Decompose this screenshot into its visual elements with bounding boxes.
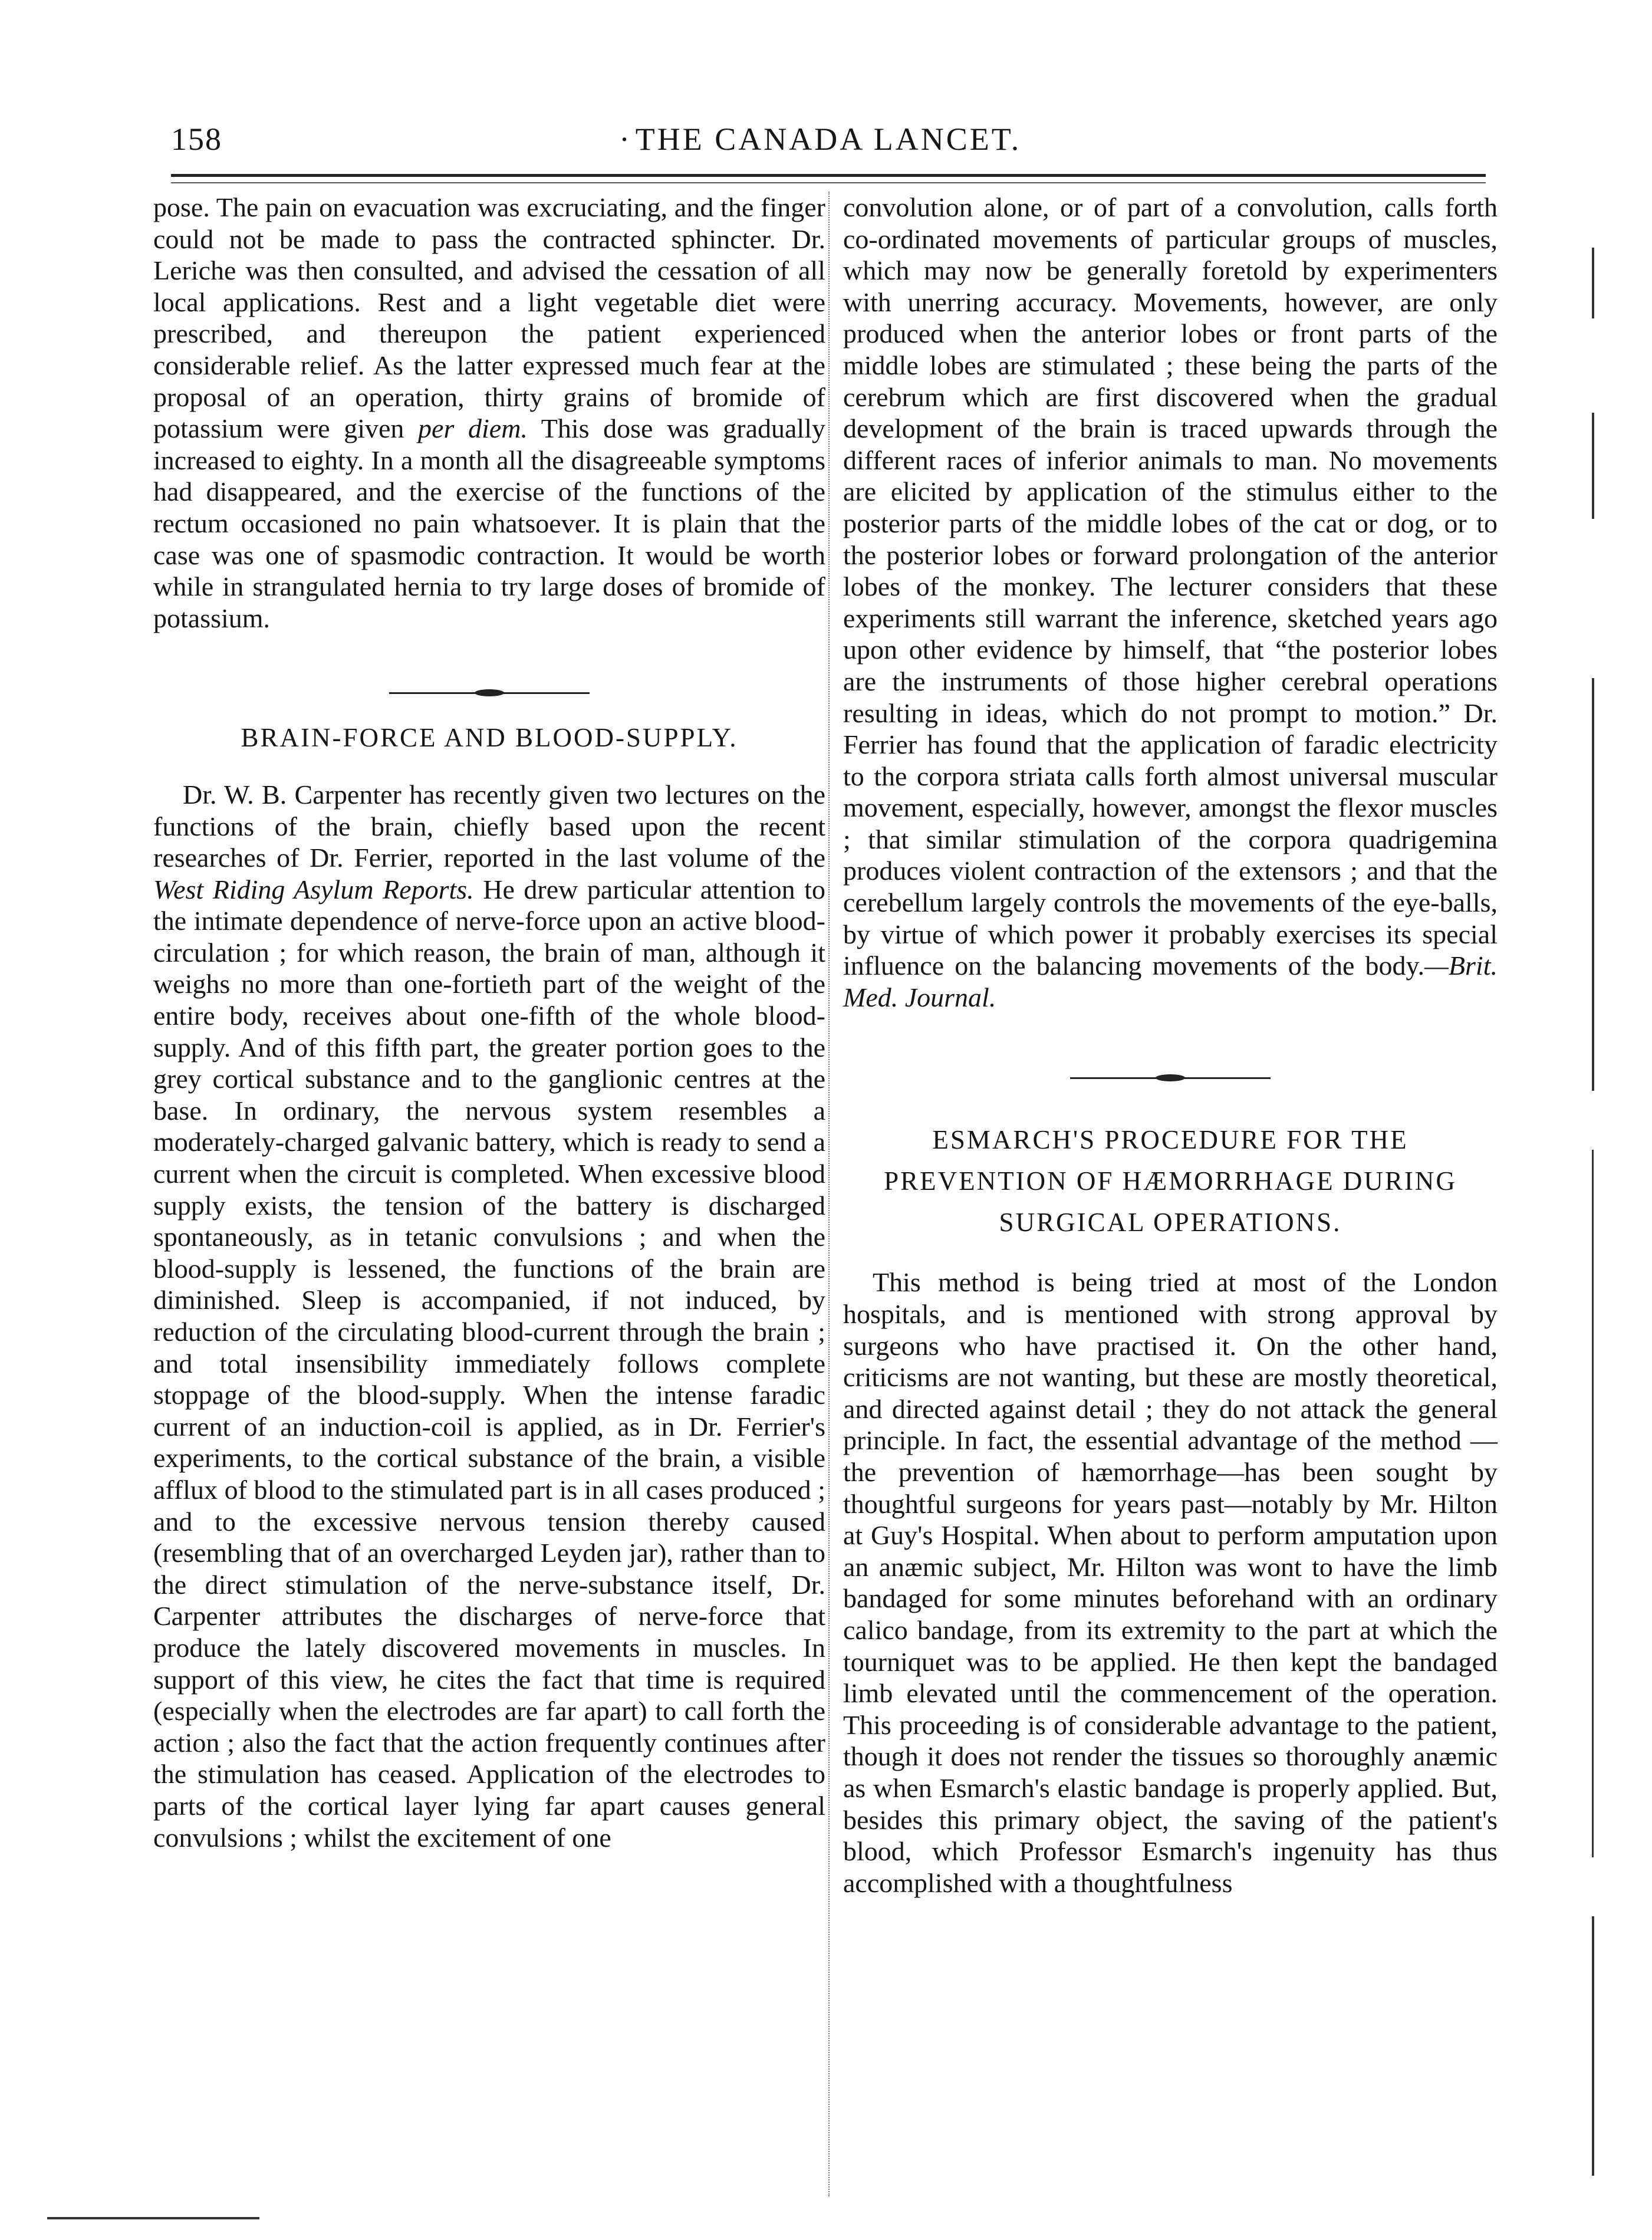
header-separator: · (619, 121, 631, 157)
italic-phrase: per diem. (418, 413, 528, 444)
column-separator (828, 192, 830, 2196)
section-divider (153, 669, 825, 699)
margin-mark (1592, 248, 1594, 318)
paragraph-text: pose. The pain on evacuation was excruciating, and the finger could not be made to pass the contracted sphincter. Dr. Leriche was then consulted, and advised the cessation of all local applications. Rest and a light vegetable diet were prescribed, and thereupon the patient experienced considerable relief. As the latter expressed much fear at the proposal of an operation, thirty grains of bromide of potassium were given (153, 192, 825, 444)
article-paragraph (153, 779, 825, 1853)
margin-mark (1592, 678, 1594, 1091)
left-column (153, 192, 825, 1853)
paragraph-text: Dr. W. B. Carpenter has recently given two lectures on the functions of the brain, chiefly based upon the recent researches of Dr. Ferrier, reported in the last volume of the (153, 779, 825, 873)
italic-title: West Riding Asylum Reports. (153, 874, 474, 904)
continued-paragraph (843, 192, 1498, 1013)
continued-paragraph (153, 192, 825, 634)
article-heading: BRAIN-FORCE AND BLOOD-SUPPLY. (241, 723, 738, 753)
paragraph-text-end: He drew particular attention to the intimate dependence of nerve-force upon an active blood-circulation ; for which reason, the brain of man, although it weighs no more than one-fortieth part of the weight of the entire body, receives about one-fifth of the whole blood-supply. And of this fifth part, the greater portion goes to the grey cortical substance and to the ganglionic centres at the base. In ordinary, the nervous system resembles a moderately-charged galvanic battery, which is ready to send a current when the circuit is completed. When excessive blood supply exists, the tension of the battery is discharged spontaneously, as in tetanic convulsions ; and when the blood-supply is lessened, the functions of the brain are diminished. Sleep is accompanied, if not induced, by reduction of the circulating blood-current through the brain ; and total insensibility immediately follows complete stoppage of the blood-supply. When the intense faradic current of an induction-coil is applied, as in Dr. Ferrier's experiments, to the cortical substance of the brain, a visible afflux of blood to the stimulated part is in all cases produced ; and to the excessive nervous tension thereby caused (resembling that of an overcharged Leyden jar), rather than to the direct stimulation of the nerve-substance itself, Dr. Carpenter attributes the discharges of nerve-force that produce the lately discovered movements in muscles. In support of this view, he cites the fact that time is required (especially when the electrodes are far apart) to call forth the action ; also the fact that the action frequently continues after the stimulation has ceased. Application of the electrodes to parts of the cortical layer lying far apart causes general convulsions ; whilst the excitement of one (153, 874, 825, 1853)
page-number: 158 (171, 121, 222, 157)
header-rule (171, 174, 1486, 183)
journal-title: THE CANADA LANCET. (635, 121, 1022, 157)
source-citation: —Brit. Med. Journal. (843, 950, 1498, 1012)
paragraph-text: convolution alone, or of part of a convolution, calls forth co-ordinated movements of particular groups of muscles, which may now be generally foretold by experimenters with unerring accuracy. Movements, however, are only produced when the anterior lobes or front parts of the middle lobes are stimulated ; these being the parts of the cerebrum which are first discovered when the gradual development of the brain is traced upwards through the different races of inferior animals to man. No movements are elicited by application of the stimulus either to the posterior parts of the middle lobes of the cat or dog, or to the posterior lobes or forward prolongation of the anterior lobes of the monkey. The lecturer considers that these experiments still warrant the inference, sketched years ago upon other evidence by himself, that “the posterior lobes are the instruments of those higher cerebral operations resulting in ideas, which do not prompt to motion.” Dr. Ferrier has found that the application of faradic electricity to the corpora striata calls forth almost universal muscular movement, especially, however, amongst the flexor muscles ; that similar stimulation of the corpora quadrigemina produces violent contraction of the extensors ; and that the cerebellum largely controls the movements of the eye-balls, by virtue of which power it probably exercises its special influence on the balancing movements of the body. (843, 192, 1498, 981)
bottom-rule (47, 2217, 259, 2219)
right-column (843, 192, 1498, 1899)
margin-mark (1592, 413, 1594, 519)
section-divider (843, 1054, 1498, 1084)
article-paragraph: This method is being tried at most of the London hospitals, and is mentioned with strong approval by surgeons who have practised it. On the other hand, criticisms are not wanting, but these are mostly theoretical, and directed against detail ; they do not attack the general principle. In fact, the essential advantage of the method —the prevention of hæmorrhage—has been sought by thoughtful surgeons for years past—notably by Mr. Hilton at Guy's Hospital. When about to perform amputation upon an anæmic subject, Mr. Hilton was wont to have the limb bandaged for some minutes beforehand with an ordinary calico bandage, from its extremity to the part at which the tourniquet was to be applied. He then kept the bandaged limb elevated until the commencement of the operation. This proceeding is of considerable advantage to the patient, though it does not render the tissues so thoroughly anæmic as when Esmarch's elastic bandage is properly applied. But, besides this primary object, the saving of the patient's blood, which Professor Esmarch's ingenuity has thus accomplished with a thoughtfulness (843, 1267, 1498, 1898)
margin-mark (1592, 1916, 1594, 2176)
running-header (171, 121, 1486, 168)
margin-mark (1592, 1150, 1594, 1857)
article-heading: ESMARCH'S PROCEDURE FOR THE PREVENTION OF HÆMORRHAGE DURING SURGICAL OPERATIONS. (884, 1125, 1457, 1238)
paragraph-text-end: This dose was gradually increased to eighty. In a month all the disagreeable symptoms had disappeared, and the exercise of the functions of the rectum occasioned no pain whatsoever. It is plain that the case was one of spasmodic contraction. It would be worth while in strangulated hernia to try large doses of bromide of potassium. (153, 413, 825, 633)
